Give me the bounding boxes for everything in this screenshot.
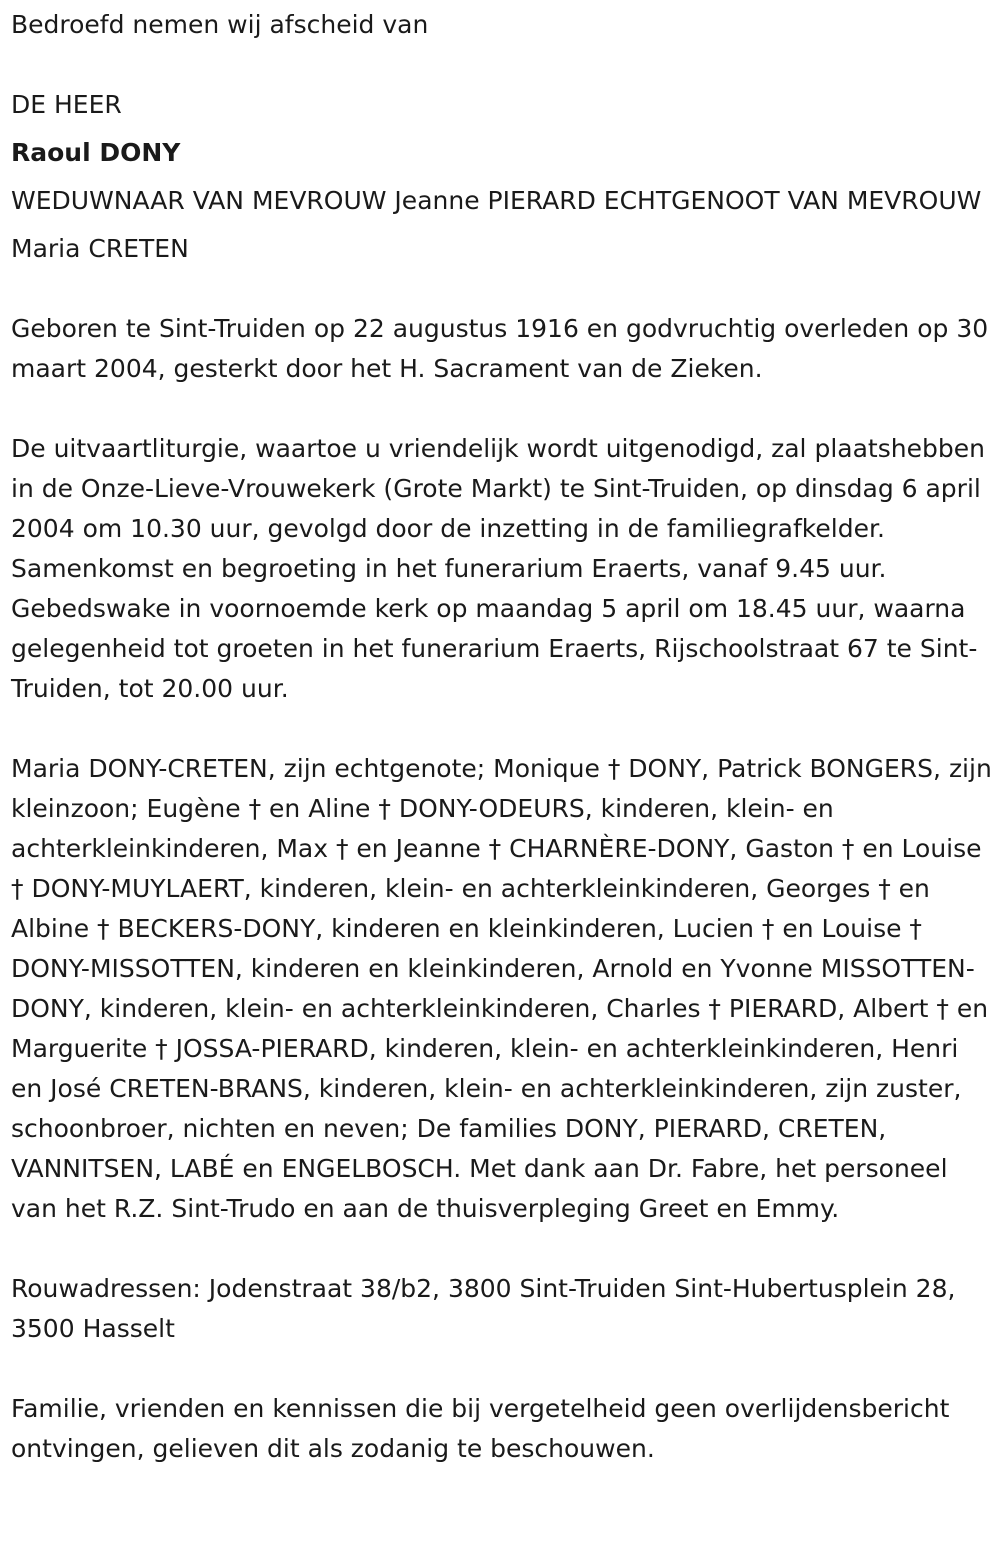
closing-paragraph: Familie, vrienden en kennissen die bij vergetelheid geen overlijdensbericht ontvingen, gelieven dit als zodanig te beschouwen. <box>11 1394 950 1463</box>
relation-text: WEDUWNAAR VAN MEVROUW Jeanne PIERARD ECHTGENOOT VAN MEVROUW <box>11 186 982 215</box>
honorific-title: DE HEER <box>11 90 122 119</box>
family-paragraph: Maria DONY-CRETEN, zijn echtgenote; Monique † DONY, Patrick BONGERS, zijn kleinzoon; Eugène † en Aline † DONY-ODEURS, kinderen, klein- en achterkleinkinderen, Max † en Jeanne † CHARNÈRE-DONY, Gaston † en Louise † DONY-MUYLAERT, kinderen, klein- en achterkleinkinderen, Georges † en Albine † BECKERS-DONY, kinderen en kleinkinderen, Lucien † en Louise † DONY-MISSOTTEN, kinderen en kleinkinderen, Arnold en Yvonne MISSOTTEN-DONY, kinderen, klein- en achterkleinkinderen, Charles † PIERARD, Albert † en Marguerite † JOSSA-PIERARD, kinderen, klein- en achterkleinkinderen, Henri en José CRETEN-BRANS, kinderen, klein- en achterkleinkinderen, zijn zuster, schoonbroer, nichten en neven; De families DONY, PIERARD, CRETEN, VANNITSEN, LABÉ en ENGELBOSCH. Met dank aan Dr. Fabre, het personeel van het R.Z. Sint-Trudo en aan de thuisverpleging Greet en Emmy. <box>11 754 992 1223</box>
addresses-paragraph: Rouwadressen: Jodenstraat 38/b2, 3800 Sint-Truiden Sint-Hubertusplein 28, 3500 Hasselt <box>11 1274 956 1343</box>
intro-text: Bedroefd nemen wij afscheid van <box>11 10 429 39</box>
funeral-paragraph: De uitvaartliturgie, waartoe u vriendelijk wordt uitgenodigd, zal plaatshebben in de Onze-Lieve-Vrouwekerk (Grote Markt) te Sint-Truiden, op dinsdag 6 april 2004 om 10.30 uur, gevolgd door de inzetting in de familiegrafkelder. Samenkomst en begroeting in het funerarium Eraerts, vanaf 9.45 uur. Gebedswake in voornoemde kerk op maandag 5 april om 18.45 uur, waarna gelegenheid tot groeten in het funerarium Eraerts, Rijschoolstraat 67 te Sint-Truiden, tot 20.00 uur. <box>11 434 985 703</box>
deceased-name: Raoul DONY <box>11 138 181 167</box>
spouse-name: Maria CRETEN <box>11 234 189 263</box>
birth-death-paragraph: Geboren te Sint-Truiden op 22 augustus 1916 en godvruchtig overleden op 30 maart 2004, gesterkt door het H. Sacrament van de Zieken. <box>11 314 989 383</box>
